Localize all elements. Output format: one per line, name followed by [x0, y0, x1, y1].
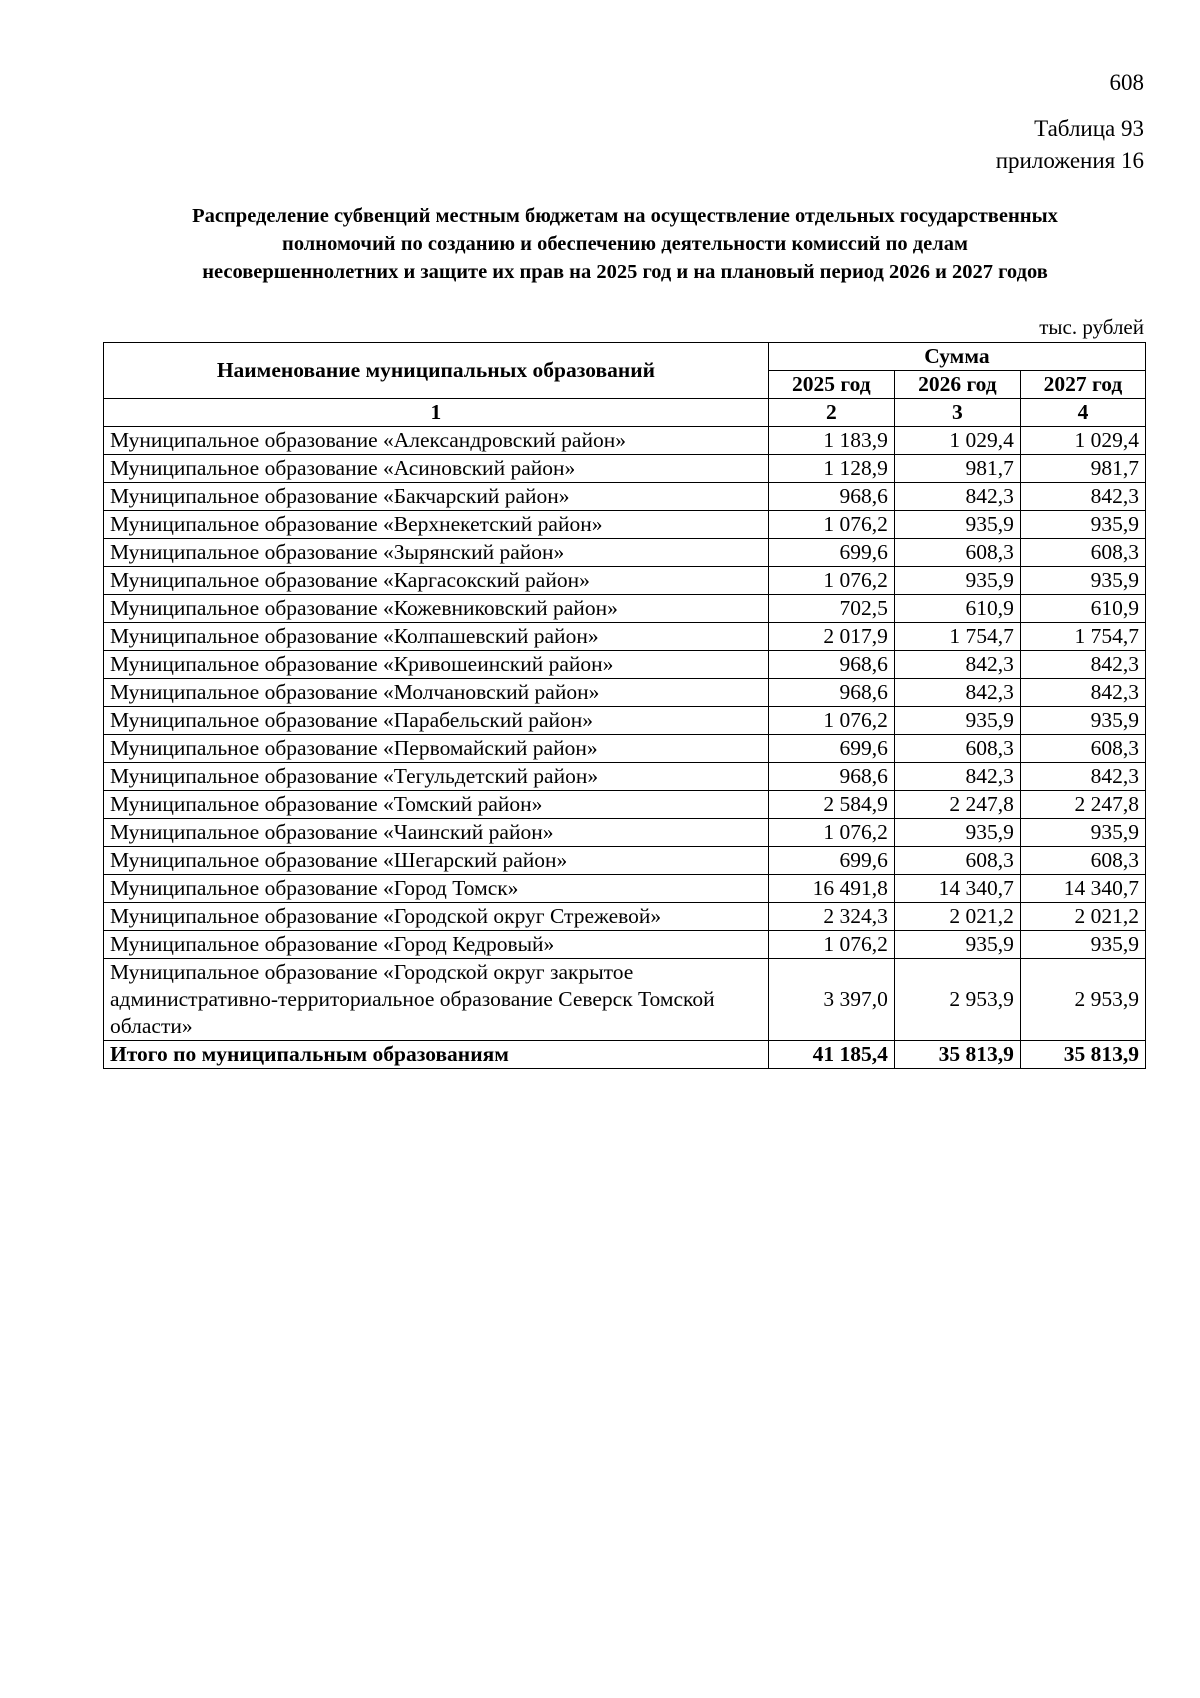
- amount-2026: 1 029,4: [894, 427, 1020, 455]
- table-row: [104, 875, 1146, 903]
- table-row: [104, 903, 1146, 931]
- municipality-name: Муниципальное образование «Верхнекетский район»: [104, 511, 769, 539]
- total-row: [104, 1041, 1146, 1069]
- amount-2026: 935,9: [894, 707, 1020, 735]
- table-row: [104, 651, 1146, 679]
- amount-2026: 935,9: [894, 511, 1020, 539]
- amount-2026: 842,3: [894, 763, 1020, 791]
- amount-2026: 935,9: [894, 931, 1020, 959]
- municipality-name: Муниципальное образование «Кожевниковский район»: [104, 595, 769, 623]
- total-2027: 35 813,9: [1020, 1041, 1145, 1069]
- amount-2025: 968,6: [768, 651, 894, 679]
- amount-2027: 608,3: [1020, 539, 1145, 567]
- table-reference-line-2: приложения 16: [995, 148, 1144, 173]
- amount-2026: 842,3: [894, 651, 1020, 679]
- municipality-name: Муниципальное образование «Городской округ Стрежевой»: [104, 903, 769, 931]
- amount-2026: 935,9: [894, 567, 1020, 595]
- amount-2027: 981,7: [1020, 455, 1145, 483]
- column-index: 4: [1020, 399, 1145, 427]
- amount-2026: 610,9: [894, 595, 1020, 623]
- municipality-name: Муниципальное образование «Тегульдетский район»: [104, 763, 769, 791]
- table-row: [104, 735, 1146, 763]
- amount-2026: 608,3: [894, 847, 1020, 875]
- column-index: 3: [894, 399, 1020, 427]
- amount-2025: 2 584,9: [768, 791, 894, 819]
- table-row: [104, 483, 1146, 511]
- amount-2026: 2 953,9: [894, 959, 1020, 1041]
- amount-2027: 842,3: [1020, 679, 1145, 707]
- header-year-2027: 2027 год: [1020, 371, 1145, 399]
- amount-2025: 2 324,3: [768, 903, 894, 931]
- amount-2025: 1 076,2: [768, 819, 894, 847]
- amount-2027: 608,3: [1020, 735, 1145, 763]
- total-2025: 41 185,4: [768, 1041, 894, 1069]
- document-title-line-3: несовершеннолетних и защите их прав на 2025 год и на плановый период 2026 и 2027 годов: [202, 261, 1048, 283]
- table-row: [104, 623, 1146, 651]
- amount-2025: 1 076,2: [768, 931, 894, 959]
- document-title: [102, 202, 1148, 286]
- column-index-row: [104, 399, 1146, 427]
- amount-2027: 842,3: [1020, 483, 1145, 511]
- subvention-table: [103, 342, 1146, 1069]
- amount-2027: 608,3: [1020, 847, 1145, 875]
- municipality-name: Муниципальное образование «Асиновский район»: [104, 455, 769, 483]
- table-row: [104, 959, 1146, 1041]
- municipality-name: Муниципальное образование «Каргасокский район»: [104, 567, 769, 595]
- table-row: [104, 931, 1146, 959]
- amount-2027: 935,9: [1020, 511, 1145, 539]
- table-row: [104, 791, 1146, 819]
- municipality-name: Муниципальное образование «Город Кедровый»: [104, 931, 769, 959]
- header-row-1: [104, 343, 1146, 371]
- amount-2027: 2 021,2: [1020, 903, 1145, 931]
- amount-2025: 702,5: [768, 595, 894, 623]
- amount-2027: 1 029,4: [1020, 427, 1145, 455]
- total-2026: 35 813,9: [894, 1041, 1020, 1069]
- municipality-name: Муниципальное образование «Шегарский район»: [104, 847, 769, 875]
- amount-2025: 968,6: [768, 679, 894, 707]
- amount-2027: 935,9: [1020, 931, 1145, 959]
- total-label: Итого по муниципальным образованиям: [104, 1041, 769, 1069]
- table-row: [104, 455, 1146, 483]
- amount-2027: 2 953,9: [1020, 959, 1145, 1041]
- header-name: Наименование муниципальных образований: [104, 343, 769, 399]
- table-reference-line-1: Таблица 93: [1034, 116, 1144, 141]
- municipality-name: Муниципальное образование «Парабельский район»: [104, 707, 769, 735]
- amount-2027: 2 247,8: [1020, 791, 1145, 819]
- municipality-name: Муниципальное образование «Александровский район»: [104, 427, 769, 455]
- table-row: [104, 763, 1146, 791]
- header-sum: Сумма: [768, 343, 1145, 371]
- amount-2026: 1 754,7: [894, 623, 1020, 651]
- amount-2027: 935,9: [1020, 819, 1145, 847]
- table-row: [104, 427, 1146, 455]
- municipality-name: Муниципальное образование «Городской округ закрытое административно-территориальное образование Северск Томской области»: [104, 959, 769, 1041]
- municipality-name: Муниципальное образование «Город Томск»: [104, 875, 769, 903]
- municipality-name: Муниципальное образование «Чаинский район»: [104, 819, 769, 847]
- column-index: 1: [104, 399, 769, 427]
- municipality-name: Муниципальное образование «Колпашевский район»: [104, 623, 769, 651]
- table-reference: [996, 113, 1144, 177]
- amount-2025: 3 397,0: [768, 959, 894, 1041]
- document-title-line-2: полномочий по созданию и обеспечению деятельности комиссий по делам: [282, 233, 968, 255]
- municipality-name: Муниципальное образование «Бакчарский район»: [104, 483, 769, 511]
- table-row: [104, 511, 1146, 539]
- amount-2026: 14 340,7: [894, 875, 1020, 903]
- amount-2025: 699,6: [768, 539, 894, 567]
- amount-2026: 2 247,8: [894, 791, 1020, 819]
- amount-2027: 14 340,7: [1020, 875, 1145, 903]
- amount-2025: 1 076,2: [768, 567, 894, 595]
- page-number: 608: [1109, 70, 1144, 95]
- table-row: [104, 539, 1146, 567]
- header-year-2025: 2025 год: [768, 371, 894, 399]
- document-title-line-1: Распределение субвенций местным бюджетам на осуществление отдельных государственных: [192, 205, 1058, 227]
- municipality-name: Муниципальное образование «Молчановский район»: [104, 679, 769, 707]
- amount-2025: 1 183,9: [768, 427, 894, 455]
- table-row: [104, 595, 1146, 623]
- municipality-name: Муниципальное образование «Томский район»: [104, 791, 769, 819]
- amount-2025: 1 076,2: [768, 511, 894, 539]
- amount-2026: 608,3: [894, 735, 1020, 763]
- amount-2026: 2 021,2: [894, 903, 1020, 931]
- amount-2027: 935,9: [1020, 707, 1145, 735]
- municipality-name: Муниципальное образование «Зырянский район»: [104, 539, 769, 567]
- amount-2025: 2 017,9: [768, 623, 894, 651]
- amount-2027: 1 754,7: [1020, 623, 1145, 651]
- header-year-2026: 2026 год: [894, 371, 1020, 399]
- amount-2026: 935,9: [894, 819, 1020, 847]
- amount-2025: 1 128,9: [768, 455, 894, 483]
- amount-2025: 16 491,8: [768, 875, 894, 903]
- municipality-name: Муниципальное образование «Первомайский район»: [104, 735, 769, 763]
- amount-2025: 968,6: [768, 763, 894, 791]
- amount-2027: 842,3: [1020, 651, 1145, 679]
- amount-2027: 842,3: [1020, 763, 1145, 791]
- amount-2027: 935,9: [1020, 567, 1145, 595]
- amount-2025: 968,6: [768, 483, 894, 511]
- table-row: [104, 679, 1146, 707]
- amount-2026: 842,3: [894, 483, 1020, 511]
- amount-2026: 981,7: [894, 455, 1020, 483]
- table-row: [104, 707, 1146, 735]
- table-row: [104, 819, 1146, 847]
- column-index: 2: [768, 399, 894, 427]
- amount-2026: 842,3: [894, 679, 1020, 707]
- amount-2026: 608,3: [894, 539, 1020, 567]
- amount-2025: 699,6: [768, 847, 894, 875]
- units-label: тыс. рублей: [1039, 315, 1144, 339]
- amount-2025: 699,6: [768, 735, 894, 763]
- table-row: [104, 567, 1146, 595]
- table-row: [104, 847, 1146, 875]
- amount-2025: 1 076,2: [768, 707, 894, 735]
- amount-2027: 610,9: [1020, 595, 1145, 623]
- municipality-name: Муниципальное образование «Кривошеинский район»: [104, 651, 769, 679]
